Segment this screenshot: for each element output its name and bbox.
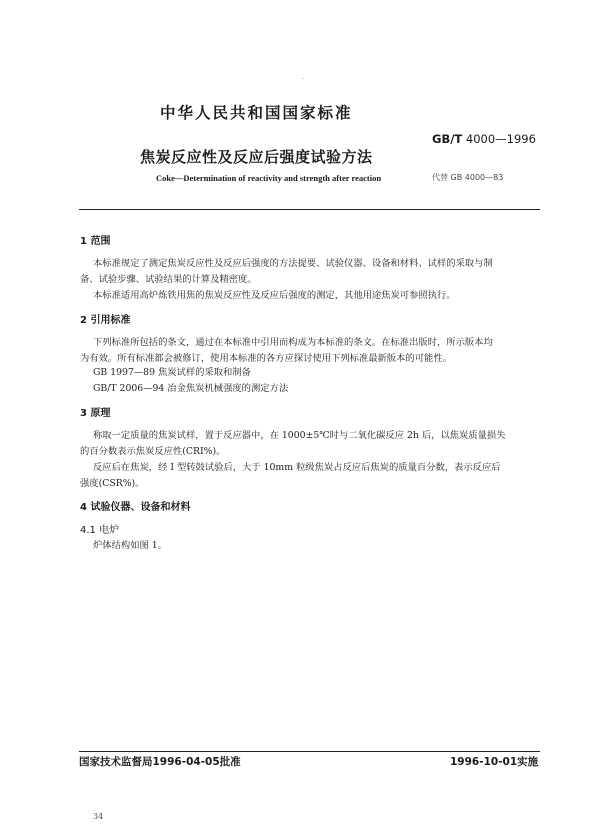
scan-speck: ·	[302, 76, 304, 83]
replaces-standard: 代替 GB 4000—83	[432, 173, 504, 182]
reference-item: GB/T 2006—94 冶金焦炭机械强度的测定方法	[93, 383, 289, 394]
paragraph-line: 下列标准所包括的条文，通过在本标准中引用而构成为本标准的条文。在标准出版时，所示版本均	[93, 337, 493, 348]
subsection-heading-furnace: 4.1 电炉	[80, 525, 120, 536]
english-title: Coke—Determination of reactivity and strength after reaction	[156, 173, 382, 183]
footer-divider	[79, 751, 540, 752]
standard-code: 4000—1996	[465, 132, 536, 146]
paragraph-line: 为有效。所有标准都会被修订，使用本标准的各方应探讨使用下列标准最新版本的可能性。	[80, 353, 452, 364]
approval-note: 国家技术监督局1996-04-05批准	[79, 756, 241, 768]
reference-item: GB 1997—89 焦炭试样的采取和制备	[93, 367, 251, 378]
document-title: 焦炭反应性及反应后强度试验方法	[140, 148, 373, 166]
paragraph-line: 备、试验步骤、试验结果的计算及精密度。	[80, 274, 257, 285]
paragraph-line: 称取一定质量的焦炭试样，置于反应器中，在 1000±5℃时与二氧化碳反应 2h 后，以焦炭质量损失	[93, 430, 506, 441]
paragraph-line: 炉体结构如图 1。	[93, 540, 167, 551]
issuing-organization: 中华人民共和国国家标准	[160, 104, 353, 122]
section-heading-scope: 1 范围	[80, 236, 111, 247]
paragraph-line: 的百分数表示焦炭反应性(CRI%)。	[80, 446, 226, 457]
effective-date: 1996-10-01实施	[450, 756, 539, 768]
paragraph-line: 本标准适用高炉炼铁用焦的焦炭反应性及反应后强度的测定，其他用途焦炭可参照执行。	[93, 290, 456, 301]
standard-number	[432, 132, 536, 146]
page-number: 34	[93, 812, 104, 821]
section-heading-apparatus: 4 试验仪器、设备和材料	[80, 502, 191, 513]
paragraph-line: 反应后在焦炭，经 I 型转鼓试验后，大于 10mm 粒级焦炭占反应后焦炭的质量百分数，表示反应后	[93, 462, 501, 473]
paragraph-line: 强度(CSR%)。	[80, 478, 145, 489]
header-divider	[79, 209, 540, 210]
section-heading-principle: 3 原理	[80, 408, 111, 419]
standard-prefix: GB/T	[432, 132, 463, 146]
section-heading-references: 2 引用标准	[80, 315, 131, 326]
paragraph-line: 本标准规定了测定焦炭反应性及反应后强度的方法提要、试验仪器、设备和材料、试样的采取与制	[93, 258, 493, 269]
